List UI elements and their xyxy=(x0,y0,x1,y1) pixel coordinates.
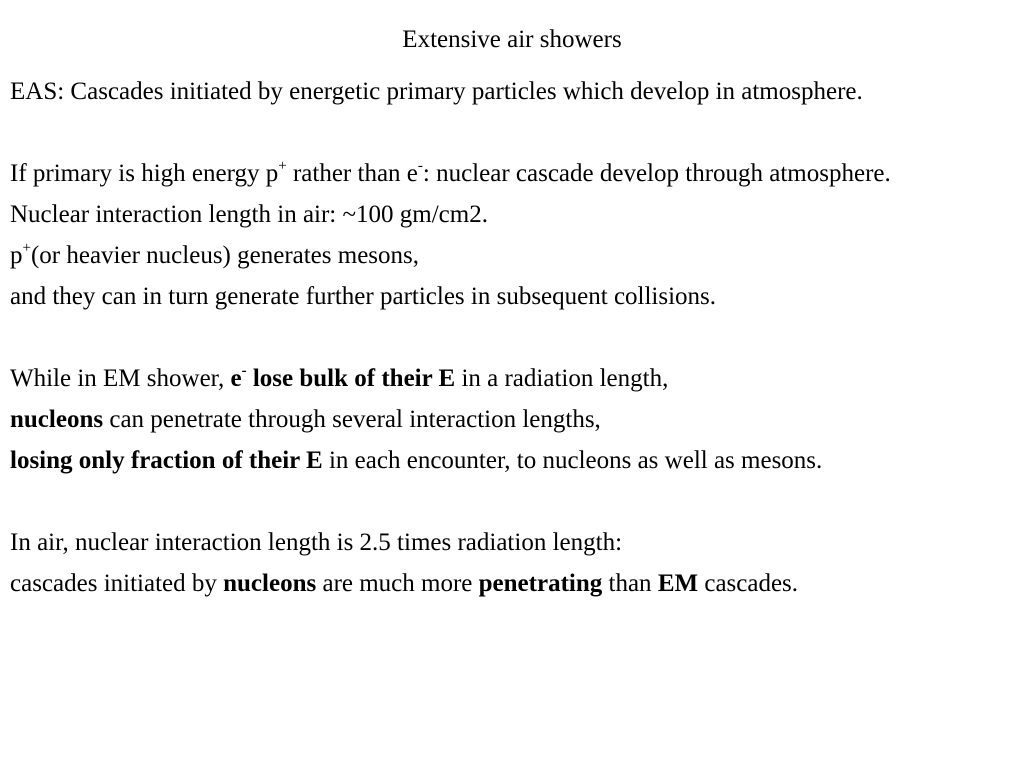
text-segment: rather than e xyxy=(286,160,418,187)
text-line-collisions: and they can in turn generate further particles in subsequent collisions. xyxy=(10,283,717,310)
bold-text: e xyxy=(230,365,242,392)
bold-text: nucleons xyxy=(10,406,104,433)
superscript-plus: + xyxy=(22,239,31,256)
text-line-nucleons xyxy=(10,404,601,436)
text-segment: (or heavier nucleus) generates mesons, xyxy=(30,242,420,269)
bold-text: EM xyxy=(657,570,699,597)
text-segment: can penetrate through several interaction lengths, xyxy=(103,406,601,433)
text-segment: than xyxy=(602,570,658,597)
text-segment: are much more xyxy=(316,570,479,597)
text-line-cascades xyxy=(10,568,798,600)
text-segment: While in EM shower, xyxy=(10,365,231,392)
text-line-em-shower xyxy=(10,363,668,395)
bold-text: losing only fraction of their E xyxy=(10,447,323,474)
text-segment: cascades. xyxy=(698,570,799,597)
superscript-minus: - xyxy=(241,362,247,379)
superscript-minus: - xyxy=(417,157,423,174)
text-line-losing-fraction xyxy=(10,445,822,477)
text-line-interaction-length: Nuclear interaction length in air: ~100 gm/cm2. xyxy=(10,201,488,228)
text-segment: If primary is high energy p xyxy=(10,160,279,187)
text-line-eas: EAS: Cascades initiated by energetic primary particles which develop in atmosphere. xyxy=(10,78,863,105)
bold-text: lose bulk of their E xyxy=(246,365,456,392)
text-line-in-air: In air, nuclear interaction length is 2.5 times radiation length: xyxy=(10,529,623,556)
bold-text: nucleons xyxy=(223,570,317,597)
text-segment: in a radiation length, xyxy=(455,365,669,392)
slide-title: Extensive air showers xyxy=(402,26,622,53)
bold-text: penetrating xyxy=(478,570,603,597)
superscript-plus: + xyxy=(278,157,287,174)
text-segment: p xyxy=(10,242,23,269)
text-segment: cascades initiated by xyxy=(10,570,224,597)
text-line-mesons xyxy=(10,240,419,272)
text-line-primary xyxy=(10,158,891,190)
text-segment: : nuclear cascade develop through atmosphere. xyxy=(422,160,891,187)
text-segment: in each encounter, to nucleons as well as mesons. xyxy=(322,447,823,474)
